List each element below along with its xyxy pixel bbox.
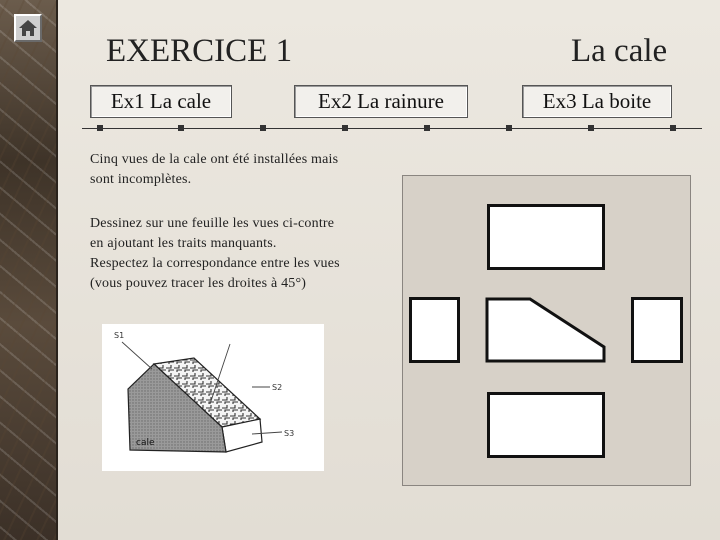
separator-dot	[424, 125, 430, 131]
label-s3: S3	[284, 429, 295, 438]
instruction-line: en ajoutant les traits manquants.	[90, 236, 277, 251]
home-button[interactable]	[14, 14, 42, 42]
instruction-paragraph-2	[90, 214, 340, 294]
instruction-paragraph-1	[90, 150, 338, 190]
slide-subtitle: La cale	[571, 33, 668, 69]
separator-dot	[670, 125, 676, 131]
slide-title: EXERCICE 1	[106, 33, 293, 69]
top-view	[487, 204, 605, 270]
separator-dot	[342, 125, 348, 131]
nav-button-ex3[interactable]: Ex3 La boite	[522, 85, 672, 118]
instruction-line: Respectez la correspondance entre les vues	[90, 256, 340, 271]
cale-illustration	[102, 324, 324, 471]
instruction-line: Dessinez sur une feuille les vues ci-contre	[90, 216, 335, 231]
front-view	[485, 297, 607, 363]
label-cale: cale	[136, 438, 155, 448]
separator-dot	[506, 125, 512, 131]
instruction-line: (vous pouvez tracer les droites à 45°)	[90, 276, 307, 291]
separator-dot	[588, 125, 594, 131]
marble-sidebar	[0, 0, 58, 540]
separator-dot	[97, 125, 103, 131]
views-panel	[402, 175, 691, 486]
label-s1: S1	[114, 331, 125, 340]
left-view	[409, 297, 460, 363]
home-icon	[16, 16, 40, 40]
right-view	[631, 297, 683, 363]
separator-rule	[82, 128, 702, 129]
separator-dot	[260, 125, 266, 131]
instruction-line: sont incomplètes.	[90, 172, 192, 187]
instruction-line: Cinq vues de la cale ont été installées mais	[90, 152, 339, 167]
label-s2: S2	[272, 383, 283, 392]
cale-sketch	[102, 324, 324, 471]
nav-button-ex1[interactable]: Ex1 La cale	[90, 85, 232, 118]
nav-button-ex2[interactable]: Ex2 La rainure	[294, 85, 468, 118]
separator-dot	[178, 125, 184, 131]
bottom-view	[487, 392, 605, 458]
